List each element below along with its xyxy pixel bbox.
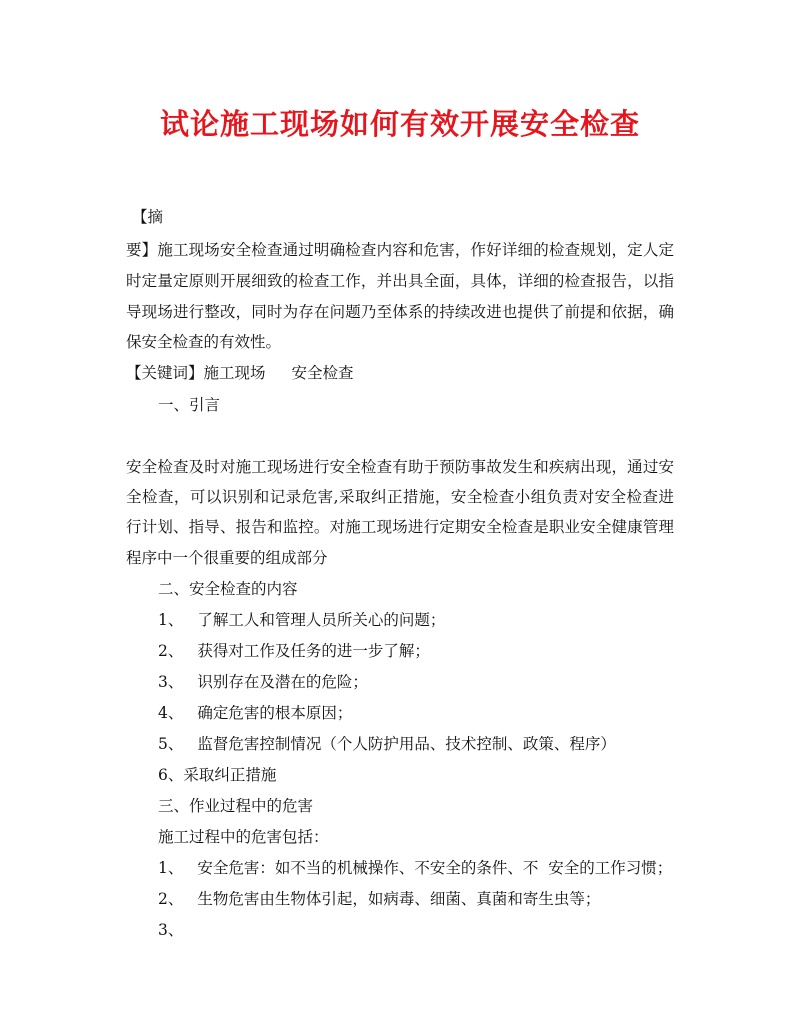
list-item	[158, 857, 672, 879]
list-item: 6、采取纠正措施	[158, 766, 277, 784]
list-item-text: 获得对工作及任务的进一步了解；	[197, 642, 430, 660]
list-item	[158, 671, 368, 693]
list-item	[158, 609, 445, 631]
list-item-number: 2、	[158, 642, 184, 660]
list-item-text: 确定危害的根本原因；	[197, 704, 353, 722]
section-heading: 二、安全检查的内容	[158, 580, 298, 598]
list-item-text: 识别存在及潜在的危险；	[197, 673, 368, 691]
keyword-term: 安全检查	[291, 364, 354, 382]
paragraph-line: 程序中一个很重要的组成部分	[126, 549, 328, 567]
list-item	[158, 919, 183, 941]
abstract-line: 导现场进行整改，同时为存在问题乃至体系的持续改进也提供了前提和依据，确	[126, 303, 674, 321]
document-title: 试论施工现场如何有效开展安全检查	[159, 107, 640, 141]
section-heading: 一、引言	[158, 396, 221, 414]
list-item-text: 监督危害控制情况（个人防护用品、技术控制、政策、程序）	[197, 735, 616, 753]
keywords-line	[126, 362, 354, 384]
list-item-text: 生物危害由生物体引起，如病毒、细菌、真菌和寄生虫等；	[197, 890, 601, 908]
list-item-number: 1、	[158, 859, 184, 877]
paragraph-line: 行计划、指导、报告和监控。对施工现场进行定期安全检查是职业安全健康管理	[126, 518, 674, 536]
abstract-label: 【摘	[132, 208, 164, 226]
keyword-term: 施工现场	[203, 364, 266, 382]
abstract-line: 保安全检查的有效性。	[126, 333, 282, 351]
paragraph-line: 全检查，可以识别和记录危害,采取纠正措施，安全检查小组负责对安全检查进	[126, 488, 674, 506]
list-item-number: 3、	[158, 921, 184, 939]
list-item-number: 2、	[158, 890, 184, 908]
list-item-number: 1、	[158, 611, 184, 629]
list-item-text: 安全危害：如不当的机械操作、不安全的条件、不 安全的工作习惯；	[197, 859, 673, 877]
list-item-text: 了解工人和管理人员所关心的问题；	[197, 611, 446, 629]
paragraph-line: 施工过程中的危害包括：	[158, 828, 329, 846]
list-item	[158, 888, 600, 910]
section-heading: 三、作业过程中的危害	[158, 797, 314, 815]
paragraph-line: 安全检查及时对施工现场进行安全检查有助于预防事故发生和疾病出现，通过安	[126, 458, 674, 476]
list-item	[158, 733, 616, 755]
abstract-line: 时定量定原则开展细致的检查工作，并出具全面，具体，详细的检查报告，以指	[126, 272, 674, 290]
list-item-number: 4、	[158, 704, 184, 722]
list-item-number: 5、	[158, 735, 184, 753]
list-item	[158, 702, 352, 724]
list-item-number: 3、	[158, 673, 184, 691]
keywords-label: 【关键词】	[126, 364, 204, 382]
list-item	[158, 640, 430, 662]
abstract-line: 要】施工现场安全检查通过明确检查内容和危害，作好详细的检查规划，定人定	[126, 241, 674, 259]
